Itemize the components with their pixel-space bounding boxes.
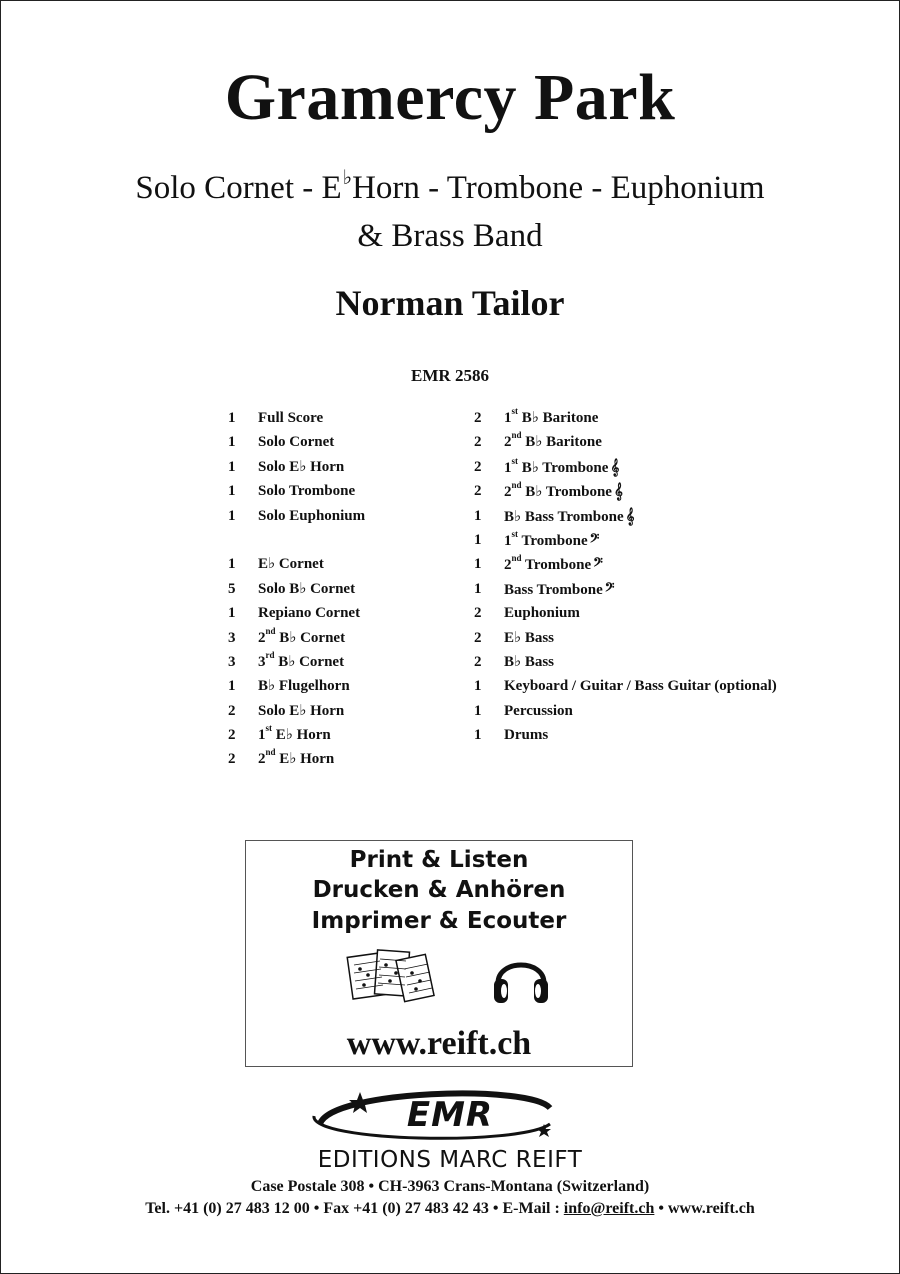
part-label: Euphonium [504, 605, 580, 622]
part-ordinal-suffix: nd [265, 625, 276, 636]
part-quantity: 1 [228, 483, 236, 500]
part-label: B♭ Baritone [525, 434, 602, 451]
print-listen-box [245, 840, 633, 1067]
part-ordinal-suffix: nd [511, 480, 522, 491]
part-label: Trombone [525, 557, 592, 574]
part-ordinal-suffix: nd [511, 430, 522, 441]
part-name [504, 430, 602, 454]
part-name [258, 747, 334, 771]
part-ordinal-suffix: nd [265, 747, 276, 758]
email-link[interactable]: info@reift.ch [563, 1200, 655, 1217]
part-ordinal: 2 [504, 557, 512, 574]
catalog-number: EMR 2586 [411, 366, 489, 385]
publisher-contact [0, 1200, 900, 1218]
part-name [258, 650, 344, 674]
part-label: Repiano Cornet [258, 605, 361, 622]
part-label: B♭ Trombone [521, 459, 609, 476]
part-name [258, 674, 350, 698]
part-label: E♭ Horn [279, 751, 335, 768]
part-name [504, 577, 614, 602]
svg-text:EMR: EMR [406, 1095, 494, 1135]
part-label: B♭ Bass Trombone [504, 508, 624, 525]
part-label: Drums [504, 727, 549, 744]
part-name [258, 504, 365, 528]
part-quantity: 2 [228, 727, 236, 744]
part-quantity: 2 [474, 605, 482, 622]
part-name [258, 723, 331, 747]
part-label: Keyboard / Guitar / Bass Guitar (optional) [504, 678, 777, 695]
part-name [504, 601, 580, 625]
page-title: Gramercy Park [224, 61, 676, 134]
promo-line-french: Imprimer & Ecouter [311, 908, 567, 934]
part-quantity: 2 [474, 653, 482, 670]
treble-clef-icon: 𝄞 [625, 506, 635, 525]
part-name [504, 626, 554, 650]
part-label: B♭ Cornet [278, 653, 345, 670]
part-quantity: 1 [474, 531, 482, 548]
part-ordinal: 1 [504, 532, 512, 549]
part-quantity: 1 [474, 727, 482, 744]
part-ordinal-suffix: st [511, 528, 518, 539]
part-name [258, 406, 323, 430]
part-quantity: 1 [228, 605, 236, 622]
part-label: E♭ Horn [275, 727, 331, 744]
part-ordinal: 2 [504, 484, 512, 501]
part-quantity: 1 [228, 458, 236, 475]
part-quantity: 2 [228, 702, 236, 719]
part-name [504, 723, 548, 747]
part-quantity: 3 [228, 653, 236, 670]
part-quantity: 1 [228, 410, 236, 426]
subtitle-line-2: & Brass Band [357, 218, 543, 254]
subtitle-part-1: Solo Cornet - E [135, 170, 342, 206]
part-name [504, 455, 619, 480]
part-name [504, 552, 603, 577]
part-name [504, 699, 573, 723]
part-name [504, 650, 554, 674]
part-label: Bass Trombone [504, 581, 603, 598]
part-ordinal: 3 [258, 653, 266, 670]
part-name [258, 577, 355, 601]
part-quantity: 2 [228, 751, 236, 768]
part-quantity: 2 [474, 483, 482, 500]
part-ordinal: 2 [504, 434, 512, 451]
part-name [504, 528, 599, 553]
part-ordinal: 1 [258, 727, 266, 744]
bass-clef-icon: 𝄢 [593, 555, 603, 574]
subtitle-part-2: Horn - Trombone - Euphonium [352, 170, 765, 206]
part-quantity: 2 [474, 458, 482, 475]
part-label: B♭ Cornet [279, 629, 346, 646]
part-label: Solo B♭ Cornet [258, 580, 356, 597]
part-label: Solo E♭ Horn [258, 458, 345, 475]
part-name [504, 504, 634, 529]
part-ordinal: 2 [258, 629, 266, 646]
part-name [258, 455, 344, 479]
part-label: Trombone [521, 532, 588, 549]
part-quantity: 1 [228, 434, 236, 451]
part-label: Percussion [504, 702, 573, 719]
treble-clef-icon: 𝄞 [613, 482, 623, 501]
part-quantity: 1 [474, 556, 482, 573]
emr-logo [300, 1082, 600, 1148]
part-quantity: 1 [474, 702, 482, 719]
subtitle-line-1 [0, 167, 900, 207]
part-label: B♭ Flugelhorn [258, 678, 350, 695]
part-quantity: 3 [228, 629, 236, 646]
part-ordinal: 1 [504, 459, 512, 476]
part-label: Full Score [258, 410, 324, 426]
publisher-name: EDITIONS MARC REIFT [317, 1147, 583, 1173]
part-name [258, 699, 344, 723]
part-name [258, 552, 324, 576]
sheet-music-icon [346, 945, 438, 1007]
contact-website: • www.reift.ch [654, 1200, 755, 1217]
flat-sign: ♭ [342, 167, 353, 189]
part-label: Solo Trombone [258, 483, 356, 500]
bass-clef-icon: 𝄢 [589, 530, 600, 549]
part-label: B♭ Baritone [521, 410, 599, 426]
part-label: B♭ Trombone [525, 484, 612, 501]
part-name [258, 601, 360, 625]
part-name [258, 430, 334, 454]
part-quantity: 1 [474, 580, 482, 597]
part-label: E♭ Bass [504, 629, 555, 646]
part-quantity: 2 [474, 410, 482, 426]
part-name [258, 479, 355, 503]
part-label: B♭ Bass [504, 653, 555, 670]
treble-clef-icon: 𝄞 [610, 457, 620, 476]
promo-line-german: Drucken & Anhören [312, 877, 566, 903]
promo-line-english: Print & Listen [349, 847, 529, 873]
part-quantity: 1 [228, 507, 236, 524]
bass-clef-icon: 𝄢 [604, 579, 615, 598]
part-name [504, 674, 777, 698]
part-label: Solo E♭ Horn [258, 702, 345, 719]
part-quantity: 5 [228, 580, 236, 597]
promo-website-link[interactable]: www.reift.ch [346, 1025, 532, 1062]
part-ordinal: 2 [258, 751, 266, 768]
part-ordinal-suffix: rd [265, 649, 275, 660]
part-quantity: 1 [228, 556, 236, 573]
part-name [504, 406, 598, 430]
part-label: Solo Cornet [258, 434, 335, 451]
part-quantity: 1 [474, 678, 482, 695]
part-ordinal-suffix: st [511, 455, 518, 466]
composer-name: Norman Tailor [335, 283, 565, 323]
part-label: E♭ Cornet [258, 556, 324, 573]
part-ordinal-suffix: st [265, 723, 272, 734]
part-label: Solo Euphonium [258, 507, 366, 524]
part-ordinal: 1 [504, 410, 512, 426]
part-name [258, 626, 345, 650]
part-quantity: 2 [474, 629, 482, 646]
part-ordinal-suffix: st [511, 406, 518, 416]
publisher-address: Case Postale 308 • CH-3963 Crans-Montana (Switzerland) [250, 1178, 650, 1195]
part-ordinal-suffix: nd [511, 553, 522, 564]
contact-phone-fax: Tel. +41 (0) 27 483 12 00 • Fax +41 (0) 27 483 42 43 • E-Mail : [145, 1200, 564, 1217]
part-quantity: 2 [474, 434, 482, 451]
part-quantity: 1 [228, 678, 236, 695]
part-quantity: 1 [474, 507, 482, 524]
headphones-icon [490, 945, 552, 1007]
part-name [504, 479, 623, 504]
